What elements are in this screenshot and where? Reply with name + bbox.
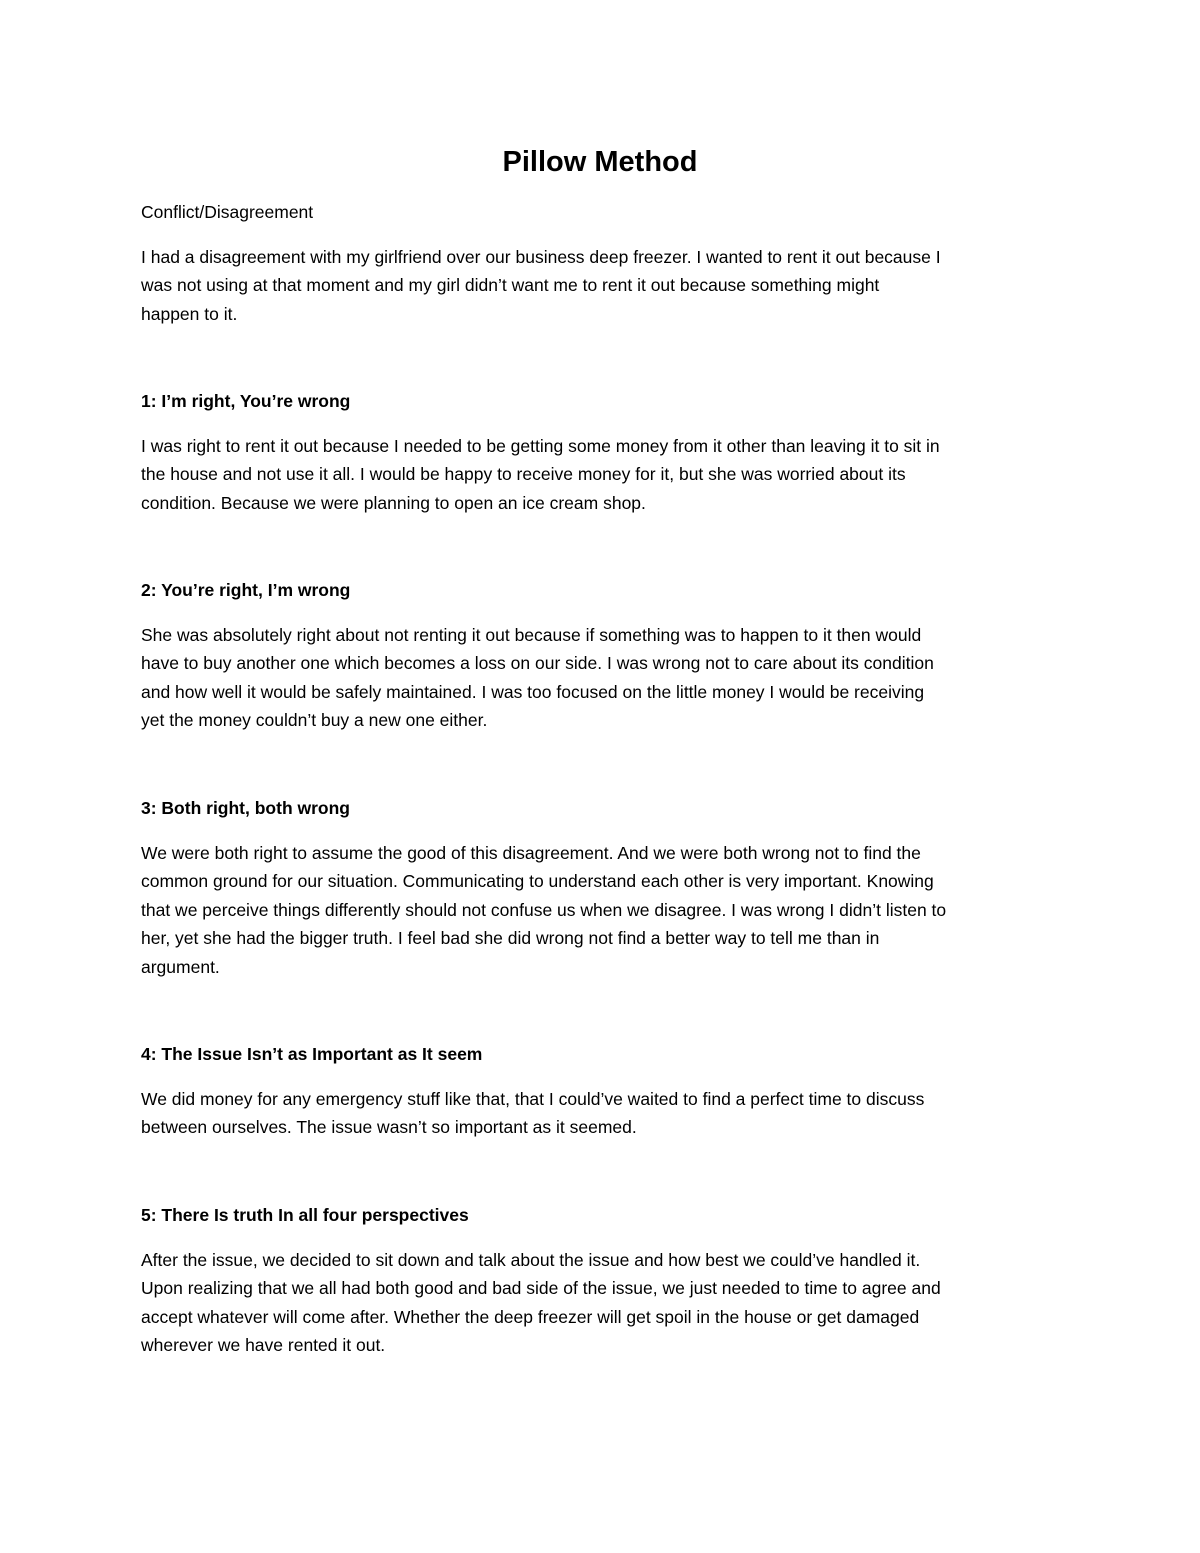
paragraph-line: I was right to rent it out because I needed to be getting some money from it other than leaving it to sit in xyxy=(141,436,940,456)
paragraph-line: that we perceive things differently should not confuse us when we disagree. I was wrong I didn’t listen to xyxy=(141,899,947,920)
paragraph-line: After the issue, we decided to sit down and talk about the issue and how best we could’ve handled it. xyxy=(141,1250,921,1270)
paragraph-line: accept whatever will come after. Whether the deep freezer will get spoil in the house or get damaged xyxy=(141,1306,920,1327)
document-subtitle: Conflict/Disagreement xyxy=(141,202,314,222)
paragraph-line: was not using at that moment and my girl didn’t want me to rent it out because something might xyxy=(141,275,880,296)
paragraph-line: have to buy another one which becomes a loss on our side. I was wrong not to care about its condition xyxy=(141,653,934,674)
section-heading-2: 2: You’re right, I’m wrong xyxy=(141,580,351,600)
paragraph-line: common ground for our situation. Communicating to understand each other is very important. Knowing xyxy=(141,871,934,892)
section-paragraph-4 xyxy=(141,1085,1076,1142)
section-paragraph-1 xyxy=(141,432,1076,517)
paragraph-line: Upon realizing that we all had both good and bad side of the issue, we just needed to time to agree and xyxy=(141,1278,941,1299)
paragraph-line: and how well it would be safely maintained. I was too focused on the little money I would be receiving xyxy=(141,681,925,702)
paragraph-line: She was absolutely right about not renting it out because if something was to happen to it then would xyxy=(141,625,922,645)
section-paragraph-5 xyxy=(141,1246,1076,1360)
paragraph-line: yet the money couldn’t buy a new one either. xyxy=(141,710,488,731)
section-heading-3: 3: Both right, both wrong xyxy=(141,798,350,818)
paragraph-line: condition. Because we were planning to open an ice cream shop. xyxy=(141,492,646,513)
paragraph-line: between ourselves. The issue wasn’t so important as it seemed. xyxy=(141,1117,637,1138)
section-heading-5: 5: There Is truth In all four perspectives xyxy=(141,1205,469,1225)
page-title: Pillow Method xyxy=(502,146,698,178)
section-paragraph-2 xyxy=(141,621,1076,735)
paragraph-line: her, yet she had the bigger truth. I feel bad she did wrong not find a better way to tell me than in xyxy=(141,928,880,949)
intro-paragraph xyxy=(141,243,1076,328)
paragraph-line: happen to it. xyxy=(141,303,238,324)
section-heading-1: 1: I’m right, You’re wrong xyxy=(141,391,351,411)
paragraph-line: I had a disagreement with my girlfriend over our business deep freezer. I wanted to rent it out because I xyxy=(141,247,941,267)
paragraph-line: We were both right to assume the good of this disagreement. And we were both wrong not to find the xyxy=(141,843,921,863)
section-heading-4: 4: The Issue Isn’t as Important as It seem xyxy=(141,1044,483,1064)
paragraph-line: argument. xyxy=(141,956,220,977)
paragraph-line: We did money for any emergency stuff like that, that I could’ve waited to find a perfect time to discuss xyxy=(141,1089,925,1109)
section-paragraph-3 xyxy=(141,839,1076,981)
paragraph-line: the house and not use it all. I would be happy to receive money for it, but she was worried about its xyxy=(141,464,906,485)
paragraph-line: wherever we have rented it out. xyxy=(141,1335,386,1356)
